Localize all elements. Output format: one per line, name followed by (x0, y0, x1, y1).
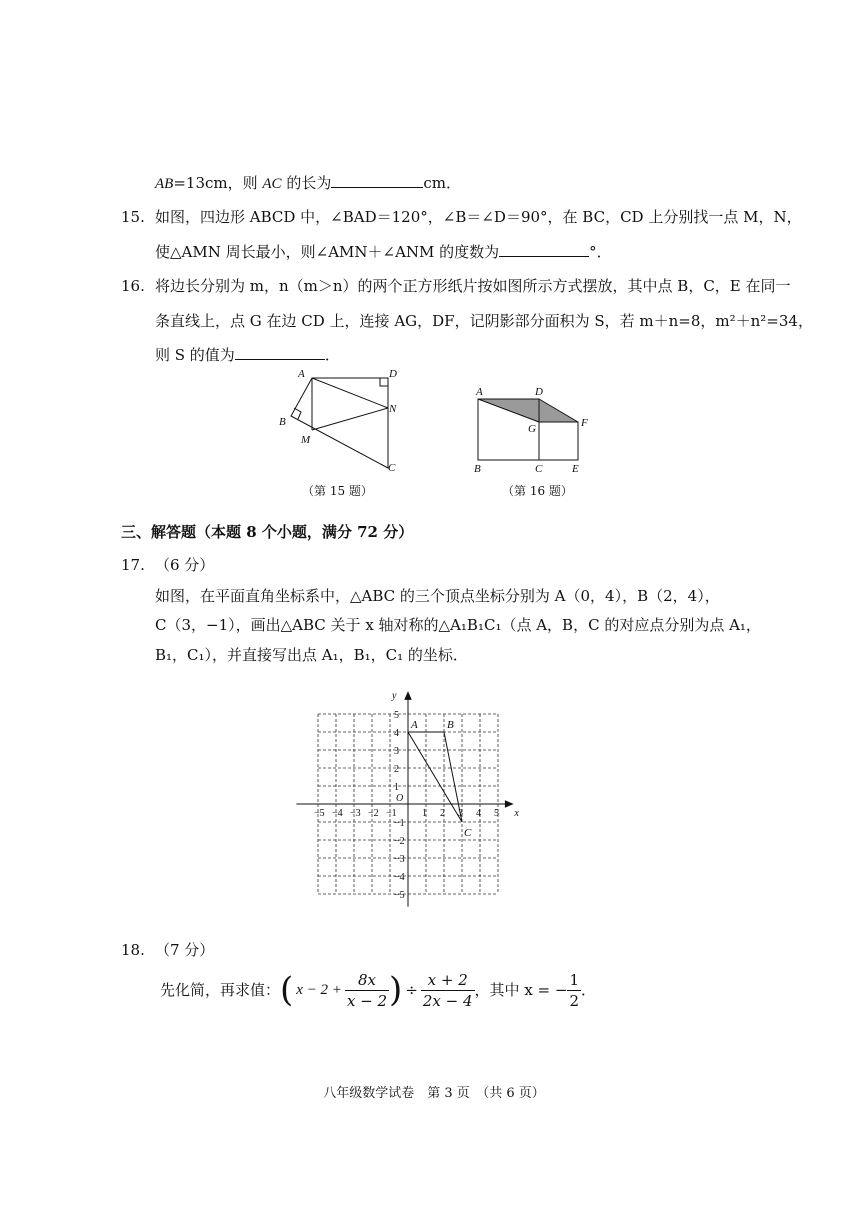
answer-blank[interactable] (499, 242, 589, 257)
fig15-label-a: A (298, 368, 305, 380)
q16-line1: 将边长分别为 m，n（m＞n）的两个正方形纸片按如图所示方式摆放，其中点 B，C，E 在同一 (155, 277, 791, 295)
coordinate-grid (290, 680, 530, 910)
y-tick-label: 1 (394, 782, 399, 793)
q15-number: 15. (121, 208, 145, 226)
y-tick-label: −3 (394, 854, 405, 865)
x-tick-label: −5 (314, 808, 325, 819)
fig15-label-d: D (389, 368, 397, 380)
q18-score: （7 分） (155, 941, 215, 959)
y-tick-label: 3 (394, 746, 399, 757)
triangle-abc (408, 732, 462, 822)
fraction-8x: $\frac{8x}{x - 2}$ (346, 970, 388, 1010)
section-heading: 三、解答题（本题 8 个小题，满分 72 分） (121, 523, 414, 541)
fig16-label-b: B (474, 463, 481, 475)
y-tick-label: −2 (394, 836, 405, 847)
answer-blank[interactable] (331, 173, 423, 188)
point-label-c: C (464, 827, 472, 839)
x-tick-label: −2 (368, 808, 379, 819)
y-tick-label: 4 (394, 728, 399, 739)
fig16-label-d: D (535, 386, 543, 398)
x-axis-arrow (505, 801, 512, 807)
fig15-label-n: N (389, 403, 397, 415)
answer-blank[interactable] (235, 345, 325, 360)
figure-15 (270, 362, 410, 482)
fig15-label-b: B (279, 416, 286, 428)
y-axis-label: y (392, 690, 397, 702)
x-axis-label: x (514, 808, 519, 819)
x-tick-label: −3 (350, 808, 361, 819)
q15-line1: 如图，四边形 ABCD 中，∠BAD＝120°，∠B＝∠D＝90°，在 BC，CD 上分别找一点 M，N， (155, 208, 802, 226)
q14-tail: AB=13cm，则 AC 的长为 cm． (155, 174, 461, 192)
q17-score: （6 分） (155, 556, 215, 574)
q17-line2: C（3，−1），画出△ABC 关于 x 轴对称的△A₁B₁C₁（点 A，B，C 的对应点分别为点 A₁， (155, 616, 761, 634)
q18-number: 18. (121, 941, 145, 959)
q17-line3: B₁，C₁），并直接写出点 A₁，B₁，C₁ 的坐标． (155, 646, 468, 664)
x-tick-label: 5 (494, 808, 499, 819)
q17-line1: 如图，在平面直角坐标系中，△ABC 的三个顶点坐标分别为 A（0，4），B（2，4）， (155, 587, 720, 605)
fraction-divisor: $\frac{x + 2}{2x - 4}$ (422, 970, 473, 1010)
y-tick-label: 5 (394, 710, 399, 721)
x-tick-label: −1 (386, 808, 397, 819)
x-tick-label: 3 (458, 808, 463, 819)
fig16-label-f: F (581, 417, 588, 429)
point-label-a: A (411, 719, 418, 731)
q16-number: 16. (121, 277, 145, 295)
q17-number: 17. (121, 556, 145, 574)
y-tick-label: −1 (394, 818, 405, 829)
fig16-label-c: C (535, 463, 543, 475)
x-tick-label: 2 (440, 808, 445, 819)
y-axis-arrow (405, 692, 411, 699)
figure-16 (468, 382, 598, 482)
origin-label: O (396, 793, 404, 804)
y-tick-label: −4 (394, 872, 405, 883)
y-tick-label: −5 (394, 890, 405, 901)
q16-line3: 则 S 的值为 ． (155, 346, 340, 364)
fig16-label-g: G (528, 423, 536, 435)
q15-line2: 使△AMN 周长最小，则∠AMN＋∠ANM 的度数为 °． (155, 243, 612, 261)
fig15-label-c: C (388, 462, 396, 474)
x-tick-label: −4 (332, 808, 343, 819)
q18-expression: 先化简，再求值： ( x − 2 + $\frac{8x}{x - 2}$ ) ÷ $\frac{x + 2}{2x - 4}$ ，其中 x = − $\frac{1}{2}$ ． (160, 970, 597, 1010)
q16-line2: 条直线上，点 G 在边 CD 上，连接 AG，DF，记阴影部分面积为 S，若 m＋n=8，m²＋n²=34， (155, 312, 813, 330)
x-tick-label: 1 (422, 808, 427, 819)
point-label-b: B (447, 719, 454, 731)
figure-15-caption: （第 15 题） (302, 484, 373, 498)
y-tick-label: 2 (394, 764, 399, 775)
fig15-label-m: M (301, 434, 311, 446)
figure-16-caption: （第 16 题） (502, 484, 573, 498)
fig16-label-a: A (476, 386, 483, 398)
page-footer: 八年级数学试卷 第 3 页 （共 6 页） (323, 1086, 545, 1101)
x-tick-label: 4 (476, 808, 481, 819)
fraction-half: $\frac{1}{2}$ (569, 970, 579, 1010)
fig16-label-e: E (572, 463, 579, 475)
